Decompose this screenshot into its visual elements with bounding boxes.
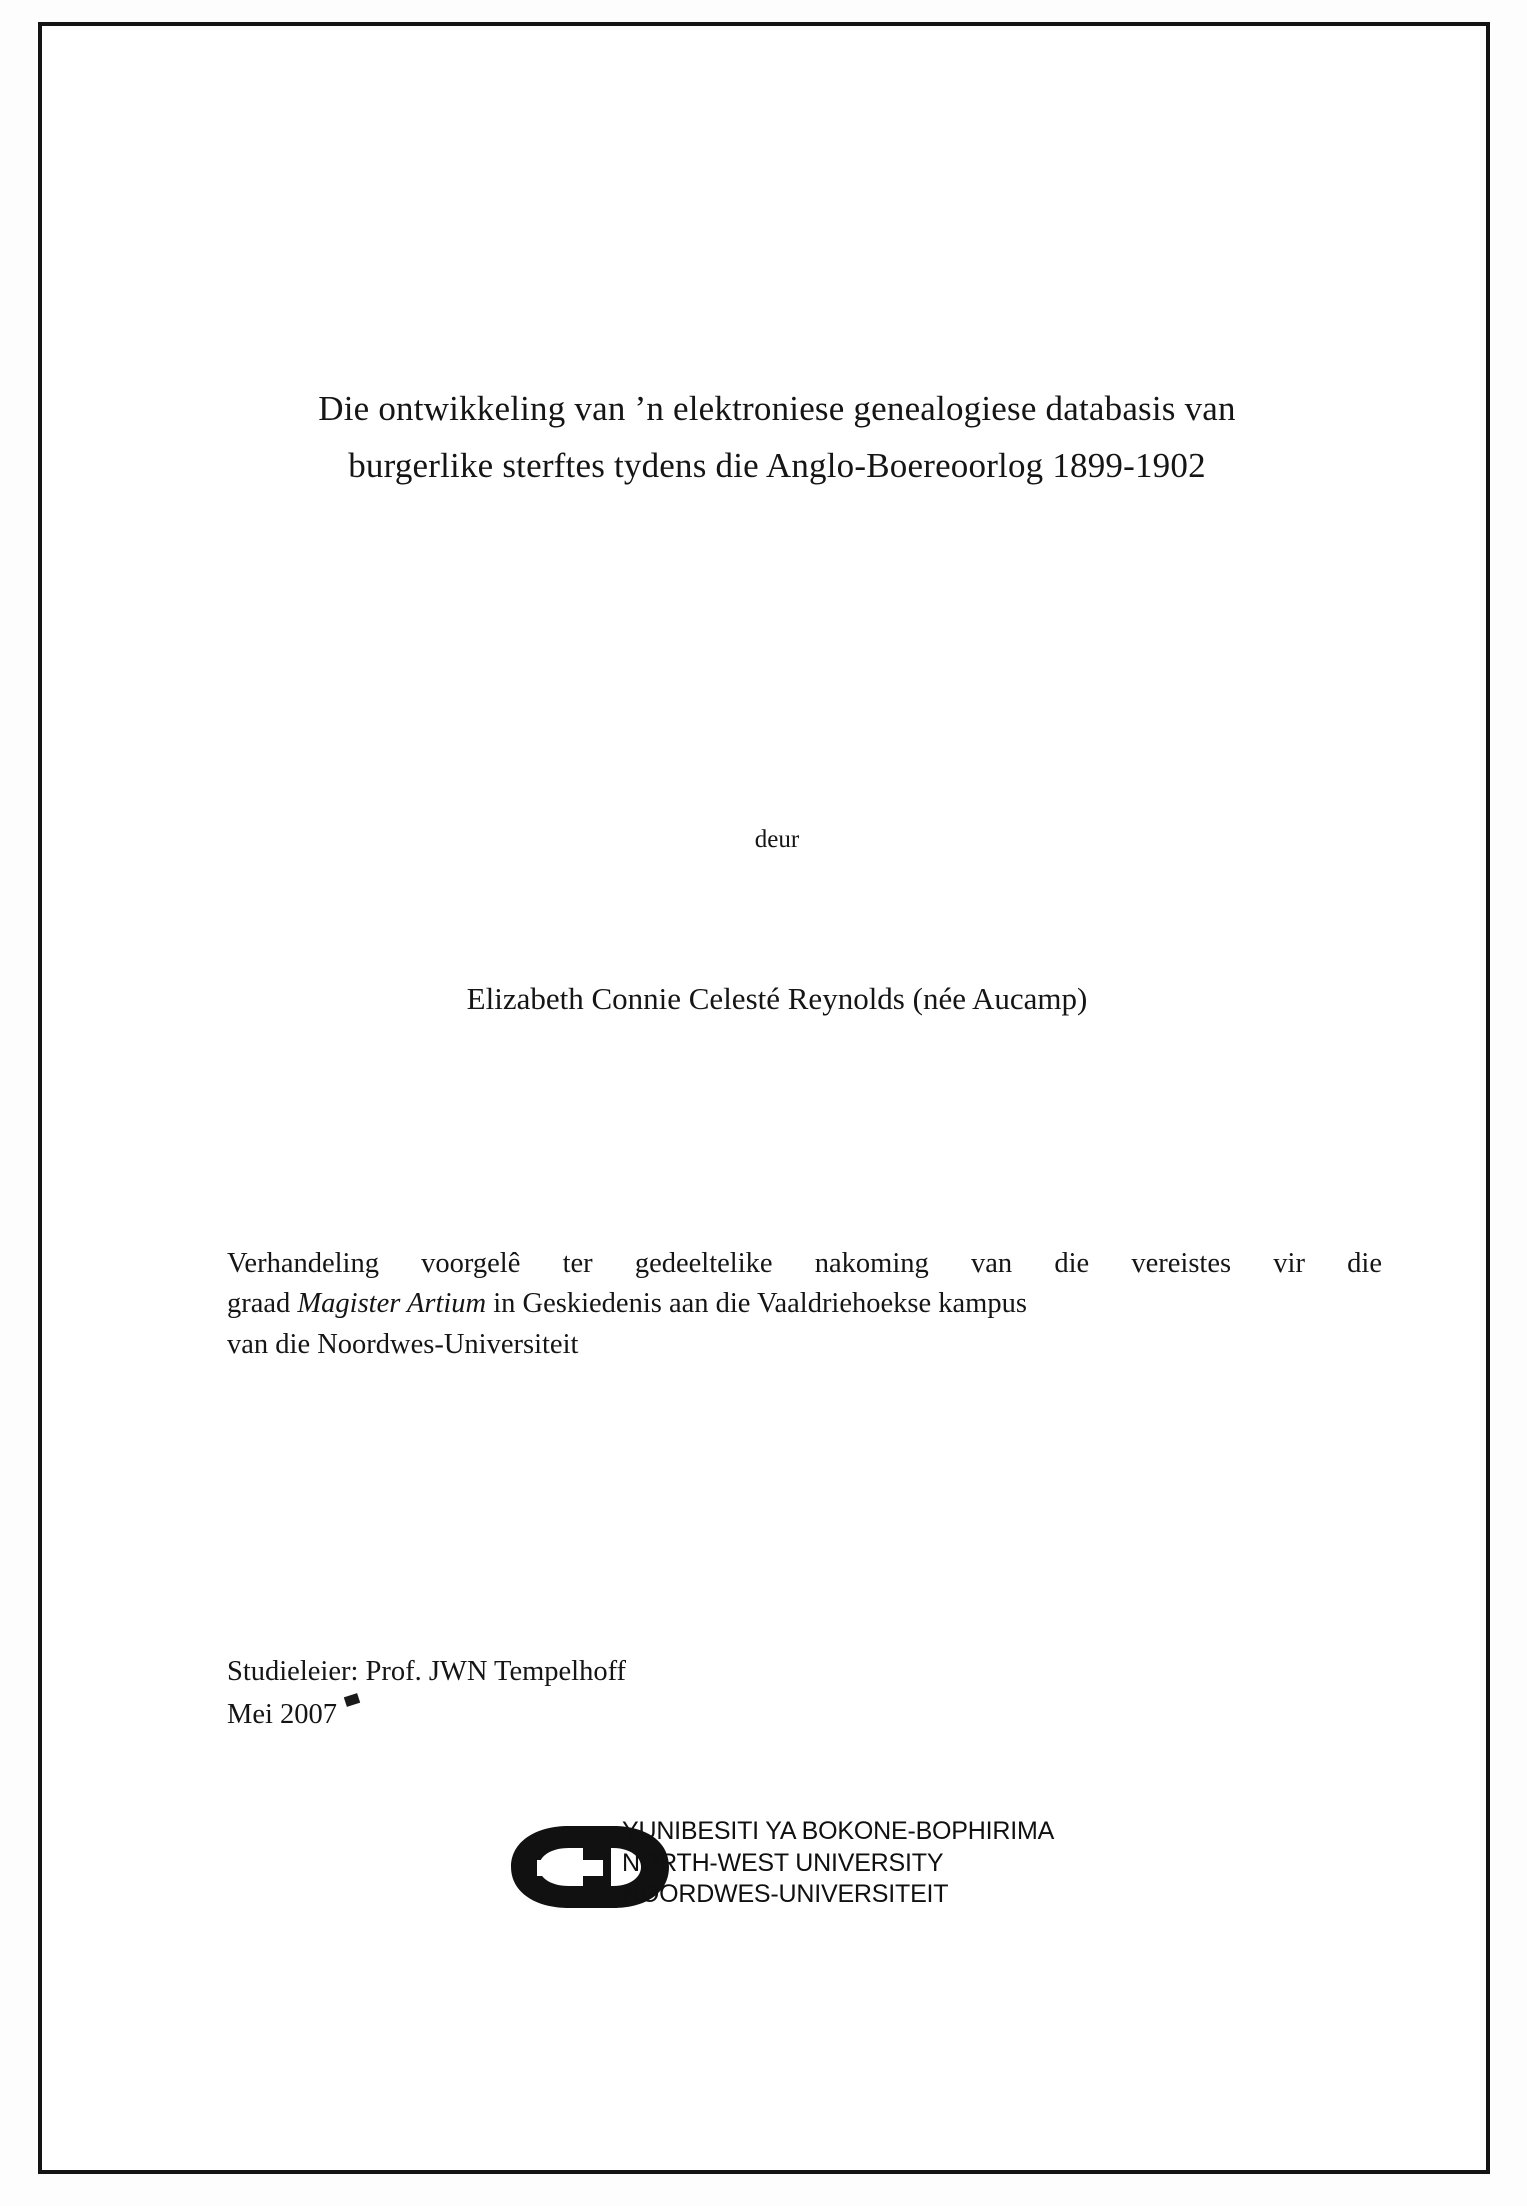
university-logo-text [622, 1816, 1054, 1911]
page-border-frame [38, 22, 1490, 2174]
supervisor-line: Studieleier: Prof. JWN Tempelhoff [227, 1656, 627, 1687]
title-line-2: burgerlike sterftes tydens die Anglo-Boereoorlog 1899-1902 [348, 445, 1206, 485]
logo-text-line-1: YUNIBESITI YA BOKONE-BOPHIRIMA [622, 1817, 1055, 1845]
author-name: Elizabeth Connie Celesté Reynolds (née Aucamp) [466, 981, 1088, 1016]
page-content [42, 26, 1486, 2170]
degree-statement [227, 1244, 1382, 1365]
degree-statement-line-2 [227, 1284, 1382, 1324]
byline-label: deur [754, 826, 800, 853]
title-line-1: Die ontwikkeling van ’n elektroniese genealogiese databasis van [318, 389, 1236, 428]
logo-text-line-2: NORTH-WEST UNIVERSITY [622, 1848, 944, 1877]
logo-text-line-3: NOORDWES-UNIVERSITEIT [622, 1880, 949, 1908]
degree-statement-line-3: van die Noordwes-Universiteit [227, 1328, 579, 1360]
page-title [192, 381, 1362, 494]
degree-line-2-suffix: in Geskiedenis aan die Vaaldriehoekse kampus [486, 1288, 1027, 1320]
supervisor-and-date [227, 1651, 1127, 1737]
degree-statement-line-1: Verhandeling voorgelê ter gedeeltelike nakoming van die vereistes vir die [227, 1248, 1382, 1279]
date-line: Mei 2007 [227, 1698, 338, 1730]
degree-name-italic: Magister Artium [297, 1288, 487, 1320]
degree-line-2-prefix: graad [227, 1288, 298, 1320]
university-logo [497, 1808, 1137, 1928]
